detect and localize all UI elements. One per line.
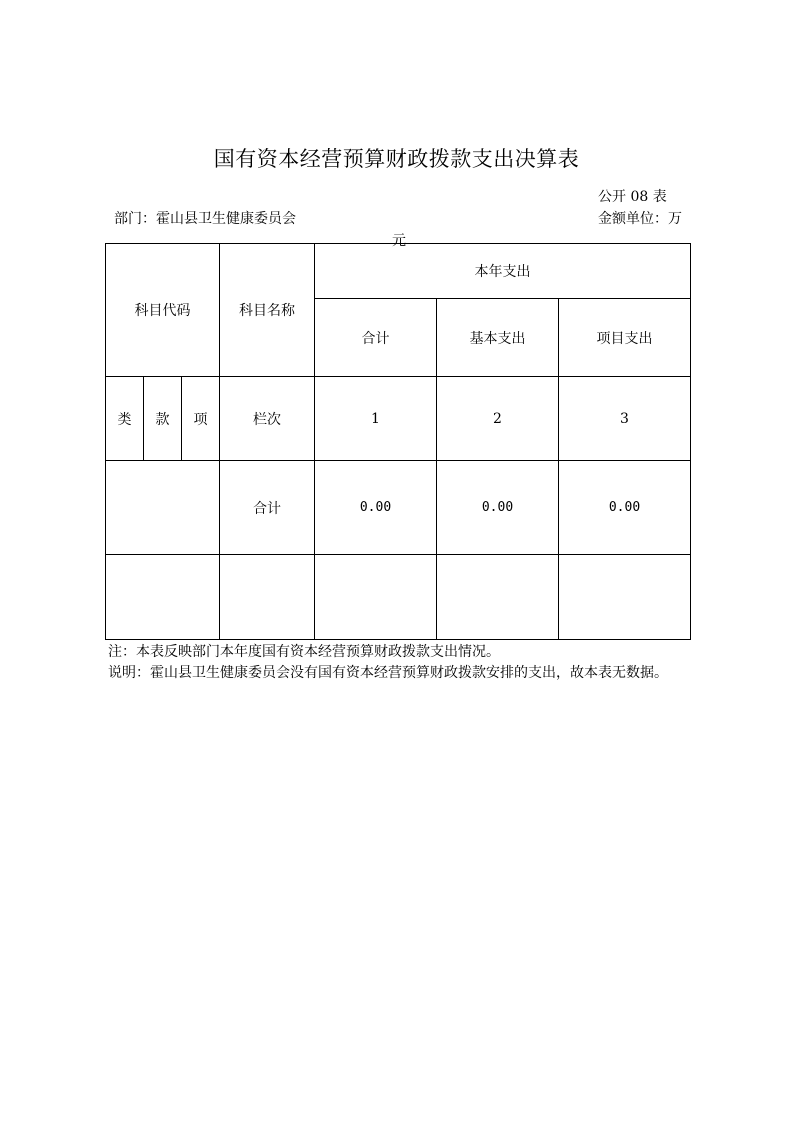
header-project-expense: 项目支出 — [559, 299, 691, 377]
budget-table — [105, 243, 691, 640]
department-label: 部门：霍山县卫生健康委员会 — [114, 211, 296, 227]
empty-cell — [106, 555, 220, 640]
header-subject-name: 科目名称 — [220, 244, 315, 377]
empty-cell — [437, 555, 559, 640]
amount-unit-label: 金额单位：万 — [598, 211, 682, 227]
col-category: 类 — [106, 377, 144, 461]
header-total: 合计 — [315, 299, 437, 377]
total-code-cell — [106, 461, 220, 555]
total-basic-amount: 0.00 — [437, 461, 559, 555]
header-year-expense: 本年支出 — [315, 244, 691, 299]
header-subject-code: 科目代码 — [106, 244, 220, 377]
total-label: 合计 — [220, 461, 315, 555]
empty-cell — [559, 555, 691, 640]
header-row-1 — [106, 244, 691, 299]
page-title: 国有资本经营预算财政拨款支出决算表 — [213, 147, 580, 171]
col-item: 项 — [182, 377, 220, 461]
form-number: 公开 08 表 — [598, 189, 667, 205]
col-index-2: 2 — [437, 377, 559, 461]
total-amount: 0.00 — [315, 461, 437, 555]
table-explanation: 说明：霍山县卫生健康委员会没有国有资本经营预算财政拨款安排的支出，故本表无数据。 — [108, 665, 668, 681]
total-project-amount: 0.00 — [559, 461, 691, 555]
amount-unit-continuation: 元 — [392, 233, 406, 249]
empty-cell — [315, 555, 437, 640]
empty-row — [106, 555, 691, 640]
table-note: 注：本表反映部门本年度国有资本经营预算财政拨款支出情况。 — [108, 644, 500, 660]
col-index-3: 3 — [559, 377, 691, 461]
col-section: 款 — [144, 377, 182, 461]
col-index-1: 1 — [315, 377, 437, 461]
col-column-number: 栏次 — [220, 377, 315, 461]
header-basic-expense: 基本支出 — [437, 299, 559, 377]
total-row — [106, 461, 691, 555]
empty-cell — [220, 555, 315, 640]
column-index-row — [106, 377, 691, 461]
